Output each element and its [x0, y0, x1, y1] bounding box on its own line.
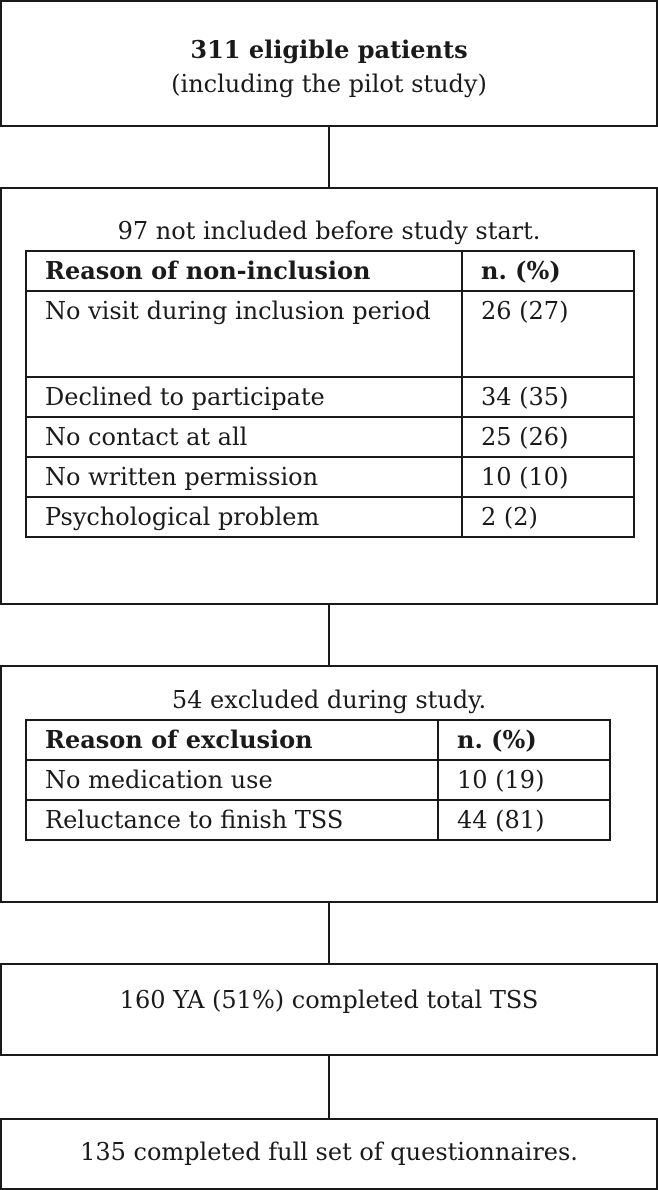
- non-inclusion-table: [25, 250, 635, 538]
- reason-cell: Psychological problem: [26, 497, 462, 537]
- table-row: [26, 800, 610, 840]
- eligible-patients-title: 311 eligible patients: [190, 35, 468, 64]
- reason-cell: No contact at all: [26, 417, 462, 457]
- completed-tss-title: 160 YA (51%) completed total TSS: [119, 986, 539, 1014]
- table-row: [26, 497, 634, 537]
- reason-cell: Reluctance to finish TSS: [26, 800, 438, 840]
- connector-1: [328, 127, 330, 187]
- exclusion-table: [25, 719, 611, 841]
- connector-4: [328, 1056, 330, 1118]
- column-header-reason: Reason of non-inclusion: [26, 251, 462, 291]
- excluded-box: [0, 665, 658, 903]
- not-included-box: [0, 187, 658, 605]
- count-cell: 25 (26): [462, 417, 634, 457]
- connector-3: [328, 903, 330, 963]
- count-cell: 10 (10): [462, 457, 634, 497]
- excluded-title: 54 excluded during study.: [171, 686, 487, 714]
- eligible-patients-subtitle: (including the pilot study): [171, 70, 487, 98]
- completed-questionnaires-box: [0, 1118, 658, 1190]
- count-cell: 34 (35): [462, 377, 634, 417]
- connector-2: [328, 605, 330, 665]
- completed-questionnaires-title: 135 completed full set of questionnaires.: [80, 1138, 578, 1166]
- table-row: [26, 760, 610, 800]
- table-row: [26, 457, 634, 497]
- table-header-row: [26, 251, 634, 291]
- reason-cell: No written permission: [26, 457, 462, 497]
- column-header-reason: Reason of exclusion: [26, 720, 438, 760]
- table-row: [26, 417, 634, 457]
- column-header-count: n. (%): [462, 251, 634, 291]
- count-cell: 2 (2): [462, 497, 634, 537]
- column-header-count: n. (%): [438, 720, 610, 760]
- reason-cell: Declined to participate: [26, 377, 462, 417]
- reason-cell: No medication use: [26, 760, 438, 800]
- count-cell: 26 (27): [462, 291, 634, 377]
- count-cell: 10 (19): [438, 760, 610, 800]
- count-cell: 44 (81): [438, 800, 610, 840]
- table-header-row: [26, 720, 610, 760]
- completed-tss-box: [0, 963, 658, 1056]
- eligible-patients-box: [0, 0, 658, 127]
- reason-cell: No visit during inclusion period: [26, 291, 462, 377]
- table-row: [26, 377, 634, 417]
- not-included-title: 97 not included before study start.: [117, 217, 541, 245]
- table-row: [26, 291, 634, 377]
